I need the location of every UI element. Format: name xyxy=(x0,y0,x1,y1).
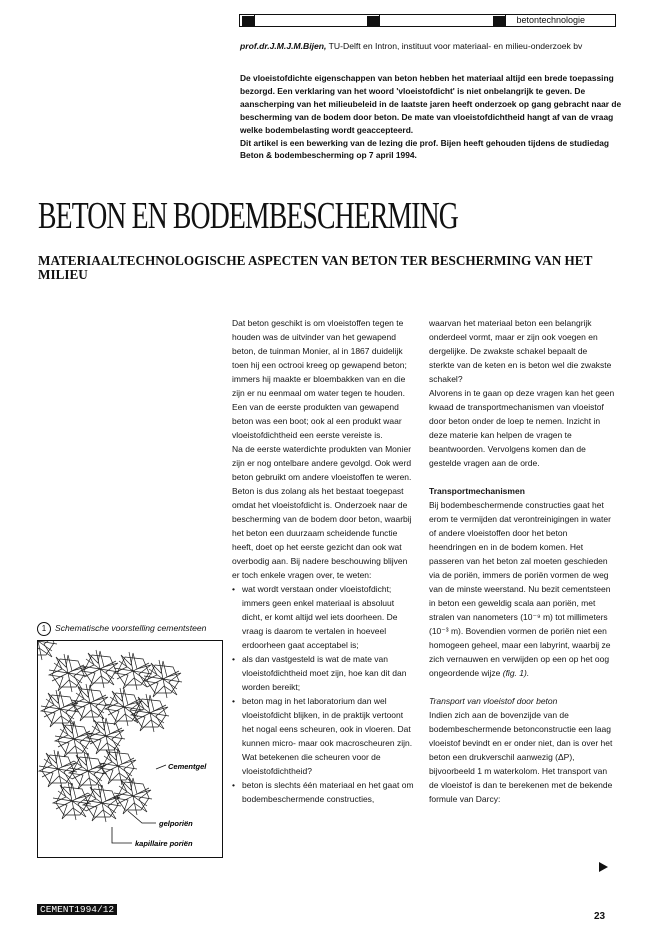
body-text: Bij bodembeschermende constructies gaat het erom te vermijden dat verontreinigingen in water of andere vloeistoffen door het beton heendringen en in de bodem komen. Het passeren van het beton zal moeten geschieden via de poriën, immers de poriën vormen de weg van de minste weerstand. Nu bezit cementsteen in beton een geweldig scala aan poriën, met stralen van nanometers (10⁻⁹ m) tot millimeters (10⁻³ m). Bovendien vormen de poriën niet een homogeen geheel, maar een labyrint, waarbij ze zich vernauwen en verwijden op een op het oog ongeordende wijze xyxy=(429,500,611,678)
gel-clusters xyxy=(38,641,182,822)
figure-reference[interactable]: (fig. 1). xyxy=(502,668,530,678)
page-number: 23 xyxy=(594,911,606,922)
header-divider xyxy=(254,15,255,26)
continue-arrow-icon xyxy=(599,862,608,872)
body-paragraph: Alvorens in te gaan op deze vragen kan het geen kwaad de transportmechanismen van vloeistof door beton onder de loep te nemen. Inzicht in deze materie kan helpen de vragen te beantwoorden. Vervolgens komen dan de gestelde vragen aan de orde. xyxy=(429,388,615,468)
intro-paragraph: De vloeistofdichte eigenschappen van beton hebben het materiaal altijd een brede toepassing bezorgd. Een verklaring van het woord 'vloeistofdicht' is niet onbelangrijk te geven. De aanscherping van het milieubeleid in de laatste jaren heeft onderzoek op gang gebracht naar de bescherming van de bodem door beton. De mate van vloeistofdichtheid hangt af van de vraag welke bodembelasting wordt geaccepteerd. xyxy=(240,73,622,135)
figure-cement-paste xyxy=(37,640,223,858)
figure-caption: Schematische voorstelling cementsteen xyxy=(55,623,207,633)
body-paragraph: Indien zich aan de bovenzijde van de bodembeschermende betonconstructie een laag vloeistof bevindt en er onder niet, dan is over het beton een drukverschil aanwezig (ΔP), bijvoorbeeld 1 m waterkolom. Het transport van de vloeistof is dan te berekenen met de bekende formule van Darcy: xyxy=(429,710,613,804)
body-paragraph: Na de eerste waterdichte produkten van Monier zijn er nog ontelbare andere gevolgd. Ook werd beton gebruikt om andere vloeistoffen te weren. Beton is dus zolang als het bestaat toegepast omdat het vloeistofdicht is. Onderzoek naar de bescherming van de bodem door beton, waarbij het beton een duurzaam scheidende functie heeft, doet op het eerste gezicht dan ook wat overbodig aan. Bij nadere beschouwing blijven er toch enkele vragen over, te weten: xyxy=(232,444,412,580)
body-paragraph: waarvan het materiaal beton een belangrijk onderdeel vormt, maar er zijn ook voegen en dergelijke. De zwakste schakel bepaalt de sterkte van de keten en is beton wel die zwakste schakel? xyxy=(429,318,612,384)
header-divider xyxy=(379,15,380,26)
author-affiliation: TU-Delft en Intron, instituut voor materiaal- en milieu-onderzoek bv xyxy=(328,41,583,51)
figure-number: 1 xyxy=(37,622,51,636)
list-item: • beton mag in het laboratorium dan wel vloeistofdicht blijken, in de praktijk vertoont het nogal eens scheuren, ook in vloeren. Dat kunnen micro- maar ook macroscheuren zijn. Wat betekenen die scheuren voor de vloeistofdichtheid? xyxy=(232,694,416,778)
header-marker xyxy=(367,16,379,26)
label-gelporien: gelporiën xyxy=(159,819,193,828)
section-label: betontechnologie xyxy=(516,15,585,25)
body-paragraph xyxy=(429,498,615,680)
intro-note: Dit artikel is een bewerking van de lezing die prof. Bijen heeft gehouden tijdens de studiedag Beton & bodembescherming op 7 april 1994. xyxy=(240,137,610,161)
cement-structure-illustration xyxy=(38,641,222,857)
header-marker xyxy=(242,16,254,26)
figure-caption-row xyxy=(37,618,223,636)
list-item: • wat wordt verstaan onder vloeistofdicht; immers geen enkel materiaal is absoluut dicht, er komt altijd wel iets doorheen. De vraag is daarom te vertalen in hoeveel erdoorheen gaat acceptabel is; xyxy=(232,582,416,652)
text-column-1 xyxy=(232,316,416,806)
header-divider xyxy=(505,15,506,26)
list-item: • beton is slechts één materiaal en het gaat om bodembeschermende constructies, xyxy=(232,778,416,806)
question-list xyxy=(232,582,416,806)
header-marker xyxy=(493,16,505,26)
label-cementgel: Cementgel xyxy=(168,762,207,771)
section-heading: Transportmechanismen xyxy=(429,486,525,496)
label-kapillaire-porien: kapillaire poriën xyxy=(135,839,193,848)
intro-lead xyxy=(240,72,624,162)
section-header-bar xyxy=(239,14,616,27)
list-item: • als dan vastgesteld is wat de mate van vloeistofdichtheid moet zijn, hoe kan dit dan worden bereikt; xyxy=(232,652,416,694)
article-title: BETON EN BODEMBESCHERMING xyxy=(38,195,458,237)
body-paragraph: Dat beton geschikt is om vloeistoffen tegen te houden was de uitvinder van het gewapend beton, de tuinman Monier, al in 1867 duidelijk toen hij een octrooi kreeg op gewapend beton; immers hij maakte er bloembakken van en die zijn er nu eenmaal om water tegen te houden. Een van de eerste produkten van gewapend beton was een boot; ook al een produkt waar vloeistofdichtheid een eerste vereiste is. xyxy=(232,318,407,440)
author-line xyxy=(240,41,630,52)
article-subtitle: MATERIAALTECHNOLOGISCHE ASPECTEN VAN BETON TER BESCHERMING VAN HET MILIEU xyxy=(38,253,593,282)
text-column-2 xyxy=(429,316,615,806)
subsection-heading: Transport van vloeistof door beton xyxy=(429,696,558,706)
journal-footer: CEMENT1994/12 xyxy=(37,904,117,915)
author-name: prof.dr.J.M.J.M.Bijen, xyxy=(240,41,327,51)
